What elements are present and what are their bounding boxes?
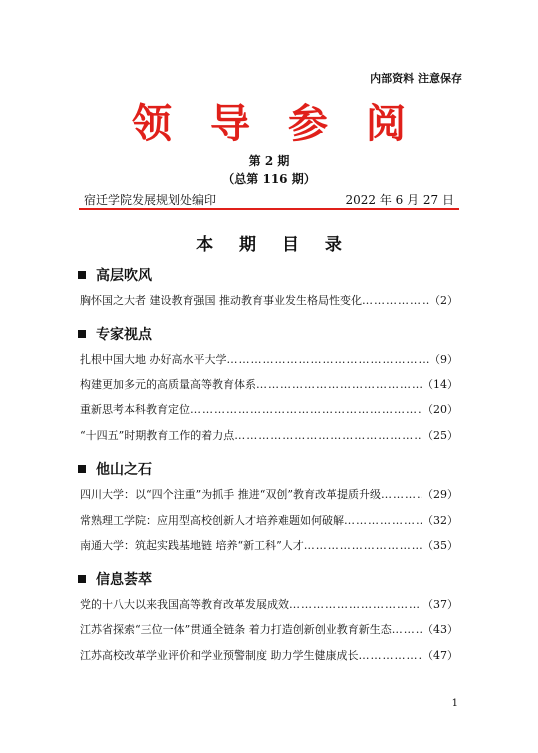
section-heading: 专家视点 bbox=[96, 327, 152, 343]
toc-entry-page: （9） bbox=[429, 353, 458, 366]
section-heading: 信息荟萃 bbox=[96, 572, 152, 588]
toc-entry-page: （29） bbox=[422, 488, 458, 501]
toc-entry-title: 党的十八大以来我国高等教育改革发展成效 bbox=[80, 598, 289, 611]
toc-entry-title: 江苏高校改革学业评价和学业预警制度 助力学生健康成长 bbox=[80, 649, 359, 662]
header-divider bbox=[79, 208, 459, 210]
toc-leader bbox=[234, 428, 422, 444]
toc-leader bbox=[289, 597, 422, 613]
section-heading: 他山之石 bbox=[96, 462, 152, 478]
toc-leader bbox=[362, 293, 429, 309]
toc-entry-title: 扎根中国大地 办好高水平大学 bbox=[80, 353, 227, 366]
masthead-title: 领导参阅 bbox=[132, 101, 444, 147]
toc-entry bbox=[80, 538, 458, 554]
toc-entry bbox=[80, 428, 458, 444]
toc-entry bbox=[80, 487, 458, 503]
toc-entry-title: 胸怀国之大者 建设教育强国 推动教育事业发生格局性变化 bbox=[80, 294, 362, 307]
publisher: 宿迁学院发展规划处编印 bbox=[84, 193, 217, 207]
toc-entry-page: （47） bbox=[422, 649, 458, 662]
toc-entry bbox=[80, 352, 458, 368]
toc-entry-title: 构建更加多元的高质量高等教育体系 bbox=[80, 378, 256, 391]
toc-entry bbox=[80, 622, 458, 638]
toc-entry-title: 江苏省探索“三位一体”贯通全链条 着力打造创新创业教育新生态 bbox=[80, 623, 392, 636]
toc-entry-title: 常熟理工学院：应用型高校创新人才培养难题如何破解 bbox=[80, 514, 344, 527]
toc-leader bbox=[381, 487, 422, 503]
toc-leader bbox=[344, 513, 422, 529]
section-heading: 高层吹风 bbox=[96, 268, 152, 284]
toc-leader bbox=[256, 377, 422, 393]
page-number: 1 bbox=[451, 698, 458, 709]
toc-entry-page: （43） bbox=[422, 623, 458, 636]
toc-section-3 bbox=[78, 459, 152, 479]
toc-leader bbox=[359, 648, 423, 664]
toc-entry bbox=[80, 513, 458, 529]
toc-leader bbox=[304, 538, 422, 554]
toc-entry-title: 四川大学：以“四个注重”为抓手 推进“双创”教育改革提质升级 bbox=[80, 488, 381, 501]
toc-entry-title: 重新思考本科教育定位 bbox=[80, 403, 190, 416]
black-square-icon bbox=[78, 465, 86, 473]
toc-title: 本 期 目 录 bbox=[196, 235, 352, 255]
toc-entry-page: （20） bbox=[422, 403, 458, 416]
toc-entry-title: 南通大学：筑起实践基地链 培养“新工科”人才 bbox=[80, 539, 304, 552]
toc-leader bbox=[227, 352, 430, 368]
toc-entry-page: （32） bbox=[422, 514, 458, 527]
publish-date: 2022 年 6 月 27 日 bbox=[345, 193, 454, 207]
toc-entry-page: （35） bbox=[422, 539, 458, 552]
issue-number: 第 2 期 bbox=[248, 154, 290, 168]
confidential-notice: 内部资料 注意保存 bbox=[370, 72, 462, 85]
black-square-icon bbox=[78, 575, 86, 583]
toc-entry bbox=[80, 402, 458, 418]
toc-entry bbox=[80, 597, 458, 613]
toc-entry bbox=[80, 648, 458, 664]
black-square-icon bbox=[78, 330, 86, 338]
toc-entry bbox=[80, 293, 458, 309]
toc-section-2 bbox=[78, 324, 152, 344]
toc-section-1 bbox=[78, 265, 152, 285]
toc-entry-title: “十四五”时期教育工作的着力点 bbox=[80, 429, 235, 442]
toc-entry bbox=[80, 377, 458, 393]
toc-entry-page: （37） bbox=[422, 598, 458, 611]
toc-leader bbox=[190, 402, 422, 418]
toc-section-4 bbox=[78, 569, 152, 589]
toc-entry-page: （25） bbox=[422, 429, 458, 442]
toc-entry-page: （14） bbox=[422, 378, 458, 391]
toc-entry-page: （2） bbox=[429, 294, 458, 307]
toc-leader bbox=[392, 622, 422, 638]
black-square-icon bbox=[78, 271, 86, 279]
total-issue-number: （总第 116 期） bbox=[222, 172, 316, 186]
